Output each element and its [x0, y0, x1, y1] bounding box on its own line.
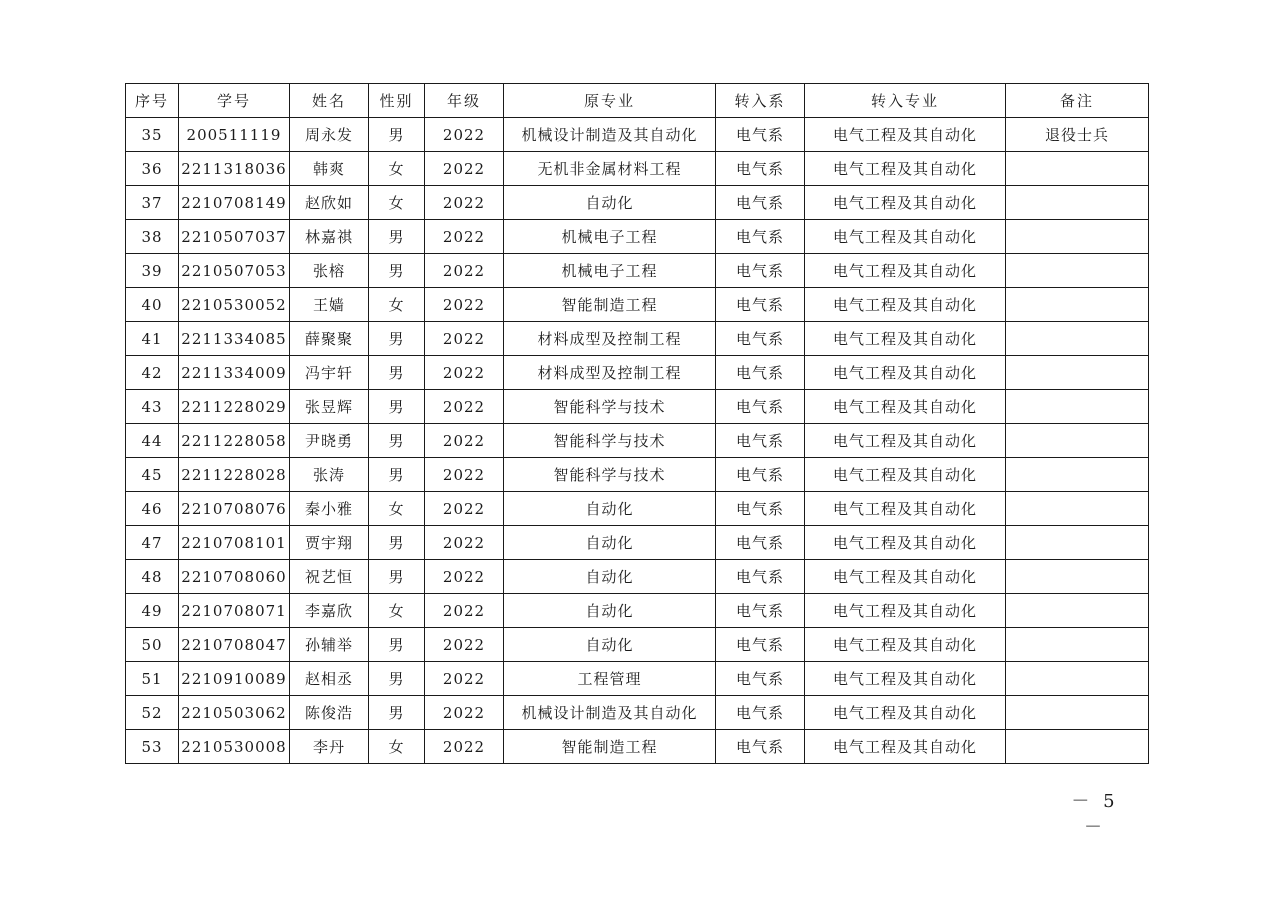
cell-gender: 女: [369, 186, 425, 220]
cell-grade: 2022: [425, 594, 504, 628]
cell-remarks: [1006, 730, 1149, 764]
header-student-id: 学号: [179, 84, 290, 118]
cell-gender: 男: [369, 322, 425, 356]
cell-remarks: [1006, 322, 1149, 356]
cell-name: 祝艺恒: [290, 560, 369, 594]
cell-name: 薛聚聚: [290, 322, 369, 356]
cell-name: 赵相丞: [290, 662, 369, 696]
cell-original-major: 自动化: [504, 594, 716, 628]
cell-index: 51: [126, 662, 179, 696]
cell-name: 王嫱: [290, 288, 369, 322]
cell-grade: 2022: [425, 118, 504, 152]
cell-original-major: 智能科学与技术: [504, 390, 716, 424]
cell-remarks: [1006, 186, 1149, 220]
cell-target-department: 电气系: [716, 152, 805, 186]
table-row: [126, 186, 1149, 220]
cell-index: 48: [126, 560, 179, 594]
cell-target-major: 电气工程及其自动化: [805, 186, 1006, 220]
cell-original-major: 自动化: [504, 628, 716, 662]
cell-original-major: 智能科学与技术: [504, 458, 716, 492]
cell-remarks: [1006, 594, 1149, 628]
cell-target-major: 电气工程及其自动化: [805, 390, 1006, 424]
cell-target-department: 电气系: [716, 492, 805, 526]
cell-gender: 男: [369, 458, 425, 492]
transfer-student-table: [125, 83, 1149, 764]
cell-remarks: [1006, 254, 1149, 288]
header-target-department: 转入系: [716, 84, 805, 118]
cell-student-id: 2210708071: [179, 594, 290, 628]
cell-student-id: 2211228028: [179, 458, 290, 492]
cell-index: 45: [126, 458, 179, 492]
table-row: [126, 662, 1149, 696]
cell-name: 李丹: [290, 730, 369, 764]
cell-index: 41: [126, 322, 179, 356]
cell-student-id: 2210530008: [179, 730, 290, 764]
table-row: [126, 152, 1149, 186]
cell-student-id: 2210708149: [179, 186, 290, 220]
cell-grade: 2022: [425, 186, 504, 220]
cell-name: 孙辅举: [290, 628, 369, 662]
cell-original-major: 智能科学与技术: [504, 424, 716, 458]
table-row: [126, 458, 1149, 492]
cell-remarks: [1006, 356, 1149, 390]
cell-remarks: [1006, 696, 1149, 730]
cell-original-major: 自动化: [504, 492, 716, 526]
cell-index: 50: [126, 628, 179, 662]
cell-gender: 男: [369, 390, 425, 424]
cell-target-major: 电气工程及其自动化: [805, 424, 1006, 458]
cell-student-id: 2211228058: [179, 424, 290, 458]
cell-gender: 男: [369, 254, 425, 288]
cell-gender: 女: [369, 288, 425, 322]
cell-student-id: 2210507037: [179, 220, 290, 254]
cell-remarks: [1006, 424, 1149, 458]
cell-target-major: 电气工程及其自动化: [805, 628, 1006, 662]
header-remarks: 备注: [1006, 84, 1149, 118]
cell-grade: 2022: [425, 152, 504, 186]
table-header-row: [126, 84, 1149, 118]
cell-grade: 2022: [425, 288, 504, 322]
cell-target-department: 电气系: [716, 730, 805, 764]
cell-student-id: 2210708101: [179, 526, 290, 560]
cell-grade: 2022: [425, 424, 504, 458]
table-row: [126, 730, 1149, 764]
cell-name: 张涛: [290, 458, 369, 492]
header-target-major: 转入专业: [805, 84, 1006, 118]
cell-grade: 2022: [425, 322, 504, 356]
header-gender: 性别: [369, 84, 425, 118]
cell-name: 秦小雅: [290, 492, 369, 526]
cell-gender: 男: [369, 424, 425, 458]
table-row: [126, 696, 1149, 730]
cell-index: 46: [126, 492, 179, 526]
cell-original-major: 机械电子工程: [504, 220, 716, 254]
cell-student-id: 2211334009: [179, 356, 290, 390]
cell-name: 陈俊浩: [290, 696, 369, 730]
cell-target-department: 电气系: [716, 526, 805, 560]
header-original-major: 原专业: [504, 84, 716, 118]
cell-index: 53: [126, 730, 179, 764]
table-row: [126, 118, 1149, 152]
cell-grade: 2022: [425, 390, 504, 424]
cell-original-major: 自动化: [504, 560, 716, 594]
table-body: [126, 118, 1149, 764]
cell-grade: 2022: [425, 730, 504, 764]
cell-student-id: 2210910089: [179, 662, 290, 696]
cell-original-major: 自动化: [504, 186, 716, 220]
cell-original-major: 机械电子工程: [504, 254, 716, 288]
cell-remarks: [1006, 662, 1149, 696]
cell-name: 冯宇轩: [290, 356, 369, 390]
cell-name: 张昱辉: [290, 390, 369, 424]
cell-name: 周永发: [290, 118, 369, 152]
cell-remarks: [1006, 492, 1149, 526]
cell-target-department: 电气系: [716, 458, 805, 492]
cell-target-major: 电气工程及其自动化: [805, 118, 1006, 152]
cell-target-major: 电气工程及其自动化: [805, 526, 1006, 560]
cell-target-major: 电气工程及其自动化: [805, 152, 1006, 186]
cell-student-id: 2210708076: [179, 492, 290, 526]
cell-gender: 男: [369, 526, 425, 560]
cell-target-department: 电气系: [716, 696, 805, 730]
cell-target-department: 电气系: [716, 220, 805, 254]
header-index: 序号: [126, 84, 179, 118]
cell-target-major: 电气工程及其自动化: [805, 662, 1006, 696]
cell-target-department: 电气系: [716, 254, 805, 288]
cell-original-major: 机械设计制造及其自动化: [504, 118, 716, 152]
cell-gender: 男: [369, 560, 425, 594]
cell-original-major: 材料成型及控制工程: [504, 322, 716, 356]
table-row: [126, 322, 1149, 356]
cell-index: 52: [126, 696, 179, 730]
table-row: [126, 594, 1149, 628]
cell-name: 林嘉祺: [290, 220, 369, 254]
cell-gender: 男: [369, 696, 425, 730]
cell-remarks: [1006, 220, 1149, 254]
cell-target-department: 电气系: [716, 662, 805, 696]
cell-target-department: 电气系: [716, 322, 805, 356]
cell-original-major: 材料成型及控制工程: [504, 356, 716, 390]
cell-grade: 2022: [425, 696, 504, 730]
cell-remarks: [1006, 390, 1149, 424]
cell-index: 38: [126, 220, 179, 254]
cell-name: 张榕: [290, 254, 369, 288]
cell-name: 李嘉欣: [290, 594, 369, 628]
cell-index: 39: [126, 254, 179, 288]
cell-original-major: 智能制造工程: [504, 730, 716, 764]
cell-target-major: 电气工程及其自动化: [805, 458, 1006, 492]
table-row: [126, 220, 1149, 254]
cell-remarks: [1006, 152, 1149, 186]
cell-target-major: 电气工程及其自动化: [805, 288, 1006, 322]
cell-index: 44: [126, 424, 179, 458]
cell-gender: 女: [369, 730, 425, 764]
cell-student-id: 2210708060: [179, 560, 290, 594]
cell-gender: 女: [369, 152, 425, 186]
cell-target-department: 电气系: [716, 560, 805, 594]
table-row: [126, 254, 1149, 288]
header-name: 姓名: [290, 84, 369, 118]
cell-index: 37: [126, 186, 179, 220]
cell-remarks: [1006, 560, 1149, 594]
cell-gender: 男: [369, 220, 425, 254]
cell-target-major: 电气工程及其自动化: [805, 594, 1006, 628]
table-row: [126, 628, 1149, 662]
cell-student-id: 2211334085: [179, 322, 290, 356]
cell-target-major: 电气工程及其自动化: [805, 356, 1006, 390]
cell-student-id: 2211228029: [179, 390, 290, 424]
cell-index: 40: [126, 288, 179, 322]
cell-target-department: 电气系: [716, 118, 805, 152]
cell-remarks: [1006, 458, 1149, 492]
cell-student-id: 2210507053: [179, 254, 290, 288]
cell-index: 43: [126, 390, 179, 424]
table-row: [126, 492, 1149, 526]
cell-grade: 2022: [425, 356, 504, 390]
cell-name: 贾宇翔: [290, 526, 369, 560]
cell-target-major: 电气工程及其自动化: [805, 254, 1006, 288]
cell-name: 韩爽: [290, 152, 369, 186]
cell-remarks: [1006, 288, 1149, 322]
cell-target-major: 电气工程及其自动化: [805, 492, 1006, 526]
cell-student-id: 200511119: [179, 118, 290, 152]
cell-target-major: 电气工程及其自动化: [805, 220, 1006, 254]
cell-gender: 男: [369, 356, 425, 390]
cell-grade: 2022: [425, 458, 504, 492]
cell-index: 49: [126, 594, 179, 628]
cell-gender: 女: [369, 492, 425, 526]
cell-target-department: 电气系: [716, 390, 805, 424]
cell-grade: 2022: [425, 628, 504, 662]
table-row: [126, 424, 1149, 458]
page-number: － 5 －: [1071, 791, 1119, 838]
cell-target-department: 电气系: [716, 424, 805, 458]
cell-gender: 男: [369, 662, 425, 696]
cell-original-major: 智能制造工程: [504, 288, 716, 322]
cell-original-major: 自动化: [504, 526, 716, 560]
cell-name: 赵欣如: [290, 186, 369, 220]
cell-target-department: 电气系: [716, 186, 805, 220]
cell-index: 42: [126, 356, 179, 390]
cell-grade: 2022: [425, 526, 504, 560]
cell-original-major: 无机非金属材料工程: [504, 152, 716, 186]
cell-grade: 2022: [425, 220, 504, 254]
table-row: [126, 560, 1149, 594]
cell-grade: 2022: [425, 492, 504, 526]
cell-remarks: [1006, 526, 1149, 560]
cell-gender: 男: [369, 118, 425, 152]
cell-student-id: 2210503062: [179, 696, 290, 730]
cell-target-major: 电气工程及其自动化: [805, 322, 1006, 356]
cell-index: 47: [126, 526, 179, 560]
cell-grade: 2022: [425, 254, 504, 288]
cell-target-department: 电气系: [716, 628, 805, 662]
cell-gender: 女: [369, 594, 425, 628]
cell-student-id: 2210708047: [179, 628, 290, 662]
cell-target-major: 电气工程及其自动化: [805, 560, 1006, 594]
cell-name: 尹晓勇: [290, 424, 369, 458]
cell-student-id: 2211318036: [179, 152, 290, 186]
cell-index: 35: [126, 118, 179, 152]
cell-grade: 2022: [425, 560, 504, 594]
table-row: [126, 288, 1149, 322]
cell-target-department: 电气系: [716, 356, 805, 390]
cell-original-major: 机械设计制造及其自动化: [504, 696, 716, 730]
header-grade: 年级: [425, 84, 504, 118]
cell-index: 36: [126, 152, 179, 186]
table-row: [126, 390, 1149, 424]
cell-gender: 男: [369, 628, 425, 662]
cell-student-id: 2210530052: [179, 288, 290, 322]
cell-remarks: [1006, 628, 1149, 662]
cell-target-department: 电气系: [716, 594, 805, 628]
cell-target-major: 电气工程及其自动化: [805, 696, 1006, 730]
cell-grade: 2022: [425, 662, 504, 696]
cell-remarks: 退役士兵: [1006, 118, 1149, 152]
cell-target-department: 电气系: [716, 288, 805, 322]
cell-original-major: 工程管理: [504, 662, 716, 696]
table-row: [126, 526, 1149, 560]
table-row: [126, 356, 1149, 390]
cell-target-major: 电气工程及其自动化: [805, 730, 1006, 764]
